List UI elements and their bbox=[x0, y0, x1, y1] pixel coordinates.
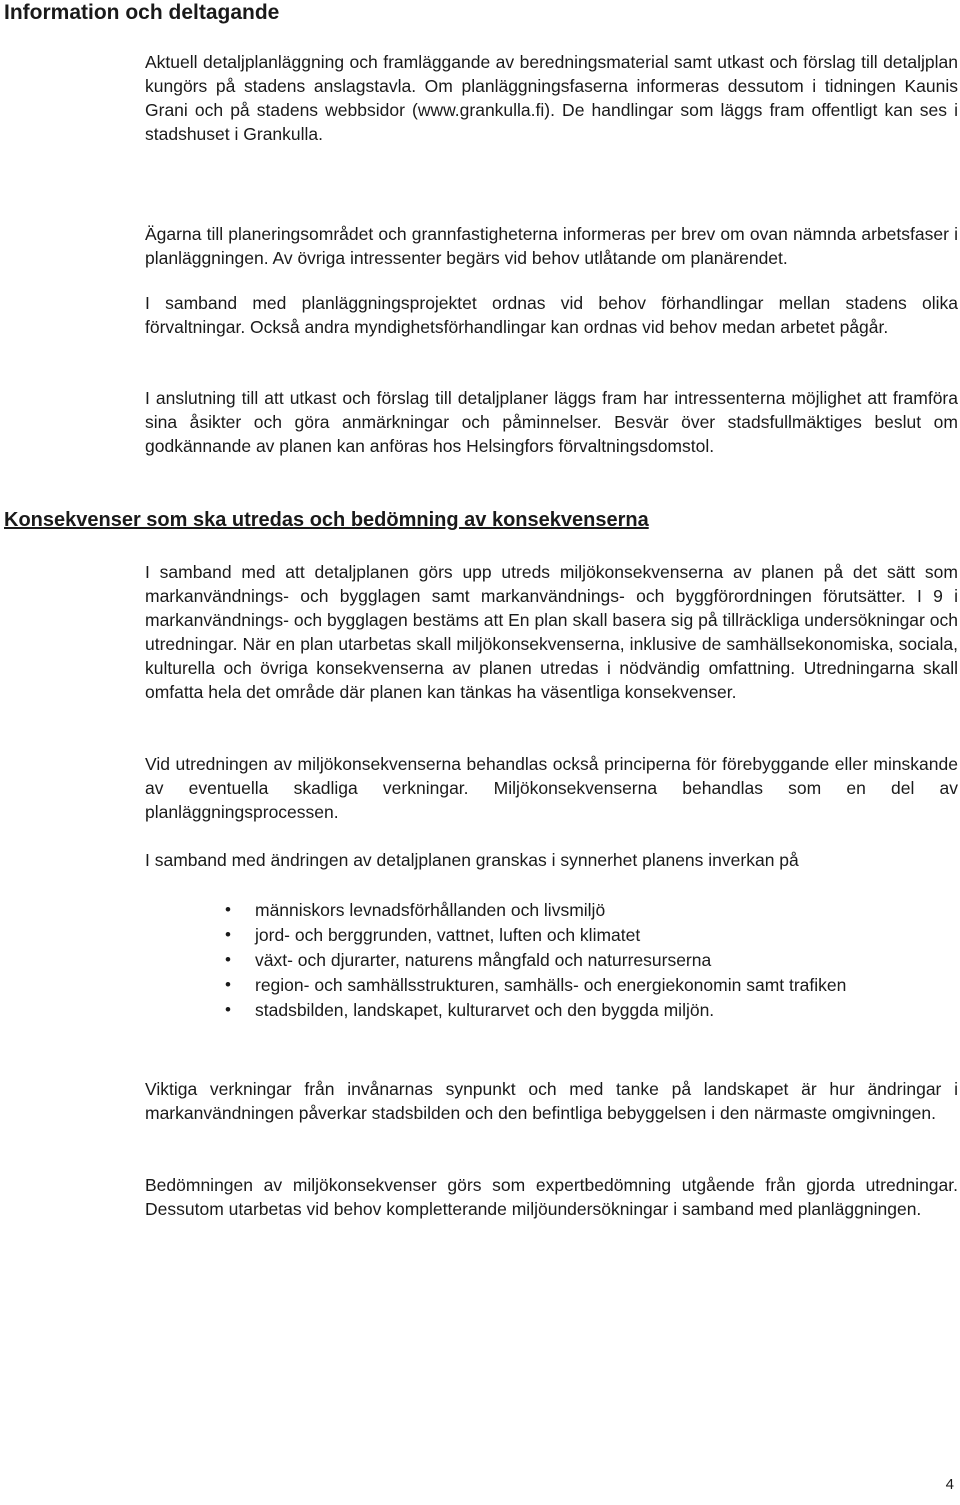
list-item-text: stadsbilden, landskapet, kulturarvet och den byggda miljön. bbox=[255, 1000, 715, 1020]
paragraph-expert-assessment: Bedömningen av miljökonsekvenser görs som expertbedömning utgående från gjorda utredningar. Dessutom utarbetas vid behov kompletterande miljöundersökningar i samband med planläggningen. bbox=[145, 1175, 958, 1219]
paragraph-negotiations: I samband med planläggningsprojektet ordnas vid behov förhandlingar mellan stadens olika förvaltningar. Också andra myndighetsförhandlingar kan ordnas vid behov medan arbetet pågår. bbox=[145, 293, 958, 337]
list-item bbox=[145, 898, 958, 922]
list-item bbox=[145, 948, 958, 972]
list-item-text: människors levnadsförhållanden och livsmiljö bbox=[255, 900, 606, 920]
paragraph-prevention-principles: Vid utredningen av miljökonsekvenserna behandlas också principerna för förebyggande eller minskande av eventuella skadliga verkningar. Miljökonsekvenserna behandlas som en del av planläggningsprocessen. bbox=[145, 754, 958, 822]
bullet-icon: • bbox=[225, 925, 231, 944]
section-heading-consequences: Konsekvenser som ska utredas och bedömning av konsekvenserna bbox=[4, 509, 649, 531]
paragraph-announcement: Aktuell detaljplanläggning och framläggande av beredningsmaterial samt utkast och förslag till detaljplan kungörs på stadens anslagstavla. Om planläggningsfaserna informeras dessutom i tidningen Kaunis Grani och på stadens webbsidor (www.grankulla.fi). De handlingar som läggs fram offentligt kan ses i stadshuset i Grankulla. bbox=[145, 52, 958, 144]
page-number: 4 bbox=[945, 1476, 954, 1493]
list-item bbox=[145, 973, 958, 997]
paragraph-owners-informed: Ägarna till planeringsområdet och grannfastigheterna informeras per brev om ovan nämnda arbetsfaser i planläggningen. Av övriga intressenter begärs vid behov utlåtande om planärendet. bbox=[145, 224, 958, 268]
list-item-text: jord- och berggrunden, vattnet, luften och klimatet bbox=[255, 925, 641, 945]
bullet-icon: • bbox=[225, 975, 231, 994]
paragraph-important-effects: Viktiga verkningar från invånarnas synpunkt och med tanke på landskapet är hur ändringar i markanvändningen påverkar stadsbilden och den befintliga bebyggelsen i den närmaste omgivningen. bbox=[145, 1079, 958, 1123]
list-item-text: växt- och djurarter, naturens mångfald och naturresurserna bbox=[255, 950, 712, 970]
bullet-icon: • bbox=[225, 950, 231, 969]
paragraph-opinions-appeals: I anslutning till att utkast och förslag till detaljplaner läggs fram har intressenterna möjlighet att framföra sina åsikter och göra anmärkningar och påminnelser. Besvär över stadsfullmäktiges beslut om godkännande av planen kan anföras hos Helsingfors förvaltningsdomstol. bbox=[145, 388, 958, 456]
section-heading-information: Information och deltagande bbox=[4, 1, 280, 24]
paragraph-impact-intro: I samband med ändringen av detaljplanen granskas i synnerhet planens inverkan på bbox=[145, 850, 799, 870]
impact-bullet-list bbox=[145, 898, 958, 1023]
list-item bbox=[145, 998, 958, 1022]
paragraph-environmental-impact: I samband med att detaljplanen görs upp utreds miljökonsekvenserna av planen på det sätt som markanvändnings- och bygglagen samt markanvändnings- och byggförordningen förutsätter. I 9 i markanvändnings- och bygglagen bestäms att En plan skall basera sig på tillräckliga undersökningar och utredningar. När en plan utarbetas skall miljökonsekvenserna, inklusive de samhällsekonomiska, sociala, kulturella och övriga konsekvenserna av planen utredas i nödvändig omfattning. Utredningarna skall omfatta hela det område där planen kan tänkas ha väsentliga konsekvenser. bbox=[145, 562, 958, 702]
list-item-text: region- och samhällsstrukturen, samhälls- och energiekonomin samt trafiken bbox=[255, 975, 847, 995]
bullet-icon: • bbox=[225, 1000, 231, 1019]
bullet-icon: • bbox=[225, 900, 231, 919]
list-item bbox=[145, 923, 958, 947]
